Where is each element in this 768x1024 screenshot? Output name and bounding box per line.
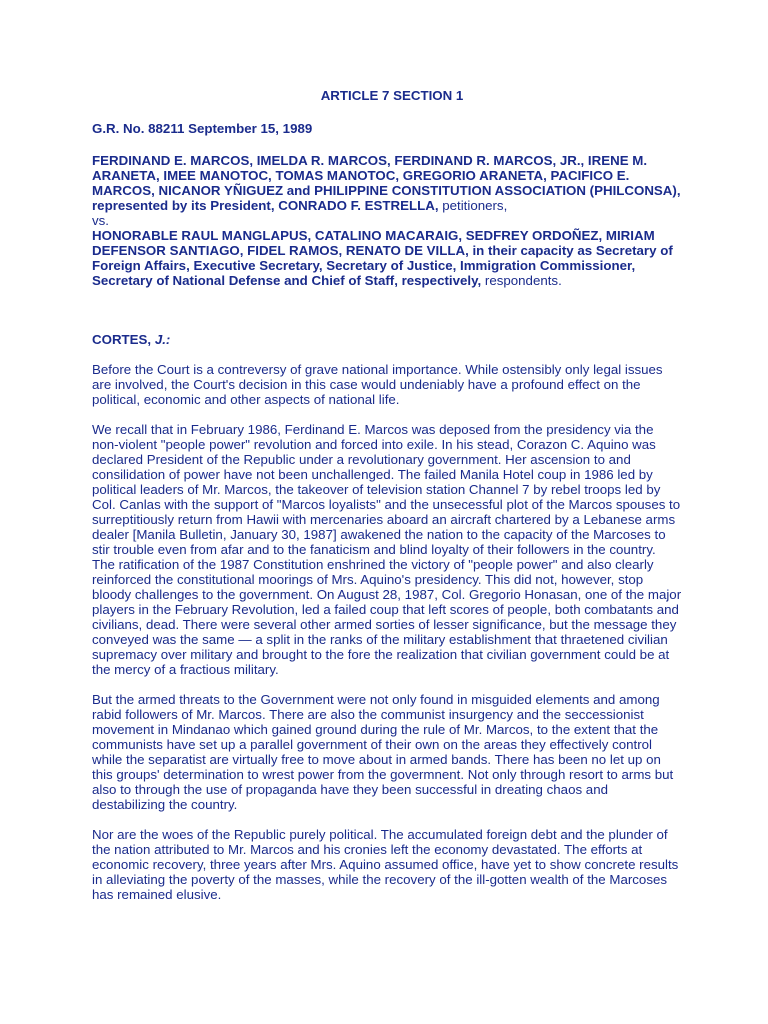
paragraph: We recall that in February 1986, Ferdinand E. Marcos was deposed from the presidency via the non-violent "people power" revolution and forced into exile. In his stead, Corazon C. Aquino was declared President of the Republic under a revolutionary government. Her ascension to and consilidation of power have not been unchallenged. The failed Manila Hotel coup in 1986 led by political leaders of Mr. Marcos, the takeover of television station Channel 7 by rebel troops led by Col. Canlas with the support of "Marcos loyalists" and the unsecessful plot of the Marcos spouses to surreptitiously return from Hawii with mercenaries aboard an aircraft chartered by a Lebanese arms dealer [Manila Bulletin, January 30, 1987] awakened the nation to the capacity of the Marcoses to stir trouble even from afar and to the fanaticism and blind loyalty of their followers in the country. The ratification of the 1987 Constitution enshrined the victory of "people power" and also clearly reinforced the constitutional moorings of Mrs. Aquino's presidency. This did not, however, stop bloody challenges to the government. On August 28, 1987, Col. Gregorio Honasan, one of the major players in the February Revolution, led a failed coup that left scores of people, both combatants and civilians, dead. There were several other armed sorties of lesser significance, but the message they conveyed was the same — a split in the ranks of the military establishment that thraetened civilian supremacy over military and brought to the fore the realization that civilian government could be at the mercy of a fractious military. bbox=[92, 422, 682, 677]
versus-label: vs. bbox=[92, 213, 109, 228]
ponente-name: CORTES, bbox=[92, 332, 152, 347]
paragraph: Before the Court is a contreversy of grave national importance. While ostensibly only legal issues are involved, the Court's decision in this case would undeniably have a profound effect on the political, economic and other aspects of national life. bbox=[92, 362, 663, 407]
decision-body bbox=[92, 362, 682, 917]
document-title: ARTICLE 7 SECTION 1 bbox=[320, 88, 464, 103]
case-parties bbox=[92, 153, 682, 288]
respondents-names: HONORABLE RAUL MANGLAPUS, CATALINO MACARAIG, SEDFREY ORDOÑEZ, MIRIAM DEFENSOR SANTIAGO, FIDEL RAMOS, RENATO DE VILLA, in their capacity as Secretary of Foreign Affairs, Executive Secretary, Secretary of Justice, Immigration Commissioner, Secretary of National Defense and Chief of Staff, respectively, bbox=[92, 228, 673, 288]
respondents-label: respondents. bbox=[484, 273, 562, 288]
petitioners-label: petitioners, bbox=[442, 198, 508, 213]
ponente-heading bbox=[92, 332, 170, 347]
paragraph: But the armed threats to the Government were not only found in misguided elements and among rabid followers of Mr. Marcos. There are also the communist insurgency and the seccessionist movement in Mindanao which gained ground during the rule of Mr. Marcos, to the extent that the communists have set up a parallel government of their own on the areas they effectively control while the separatist are virtually free to move about in armed bands. There has been no let up on this groups' determination to wrest power from the govermnent. Not only through resort to arms but also to through the use of propaganda have they been successful in dreating chaos and destabilizing the country. bbox=[92, 692, 674, 812]
paragraph: Nor are the woes of the Republic purely political. The accumulated foreign debt and the plunder of the nation attributed to Mr. Marcos and his cronies left the economy devastated. The efforts at economic recovery, three years after Mrs. Aquino assumed office, have yet to show concrete results in alleviating the poverty of the masses, while the recovery of the ill-gotten wealth of the Marcoses has remained elusive. bbox=[92, 827, 679, 902]
ponente-suffix: J.: bbox=[154, 332, 171, 347]
petitioners-names: FERDINAND E. MARCOS, IMELDA R. MARCOS, FERDINAND R. MARCOS, JR., IRENE M. ARANETA, IMEE MANOTOC, TOMAS MANOTOC, GREGORIO ARANETA, PACIFICO E. MARCOS, NICANOR YÑIGUEZ and PHILIPPINE CONSTITUTION ASSOCIATION (PHILCONSA), represented by its President, CONRADO F. ESTRELLA, bbox=[92, 153, 681, 213]
case-number: G.R. No. 88211 September 15, 1989 bbox=[92, 121, 313, 136]
